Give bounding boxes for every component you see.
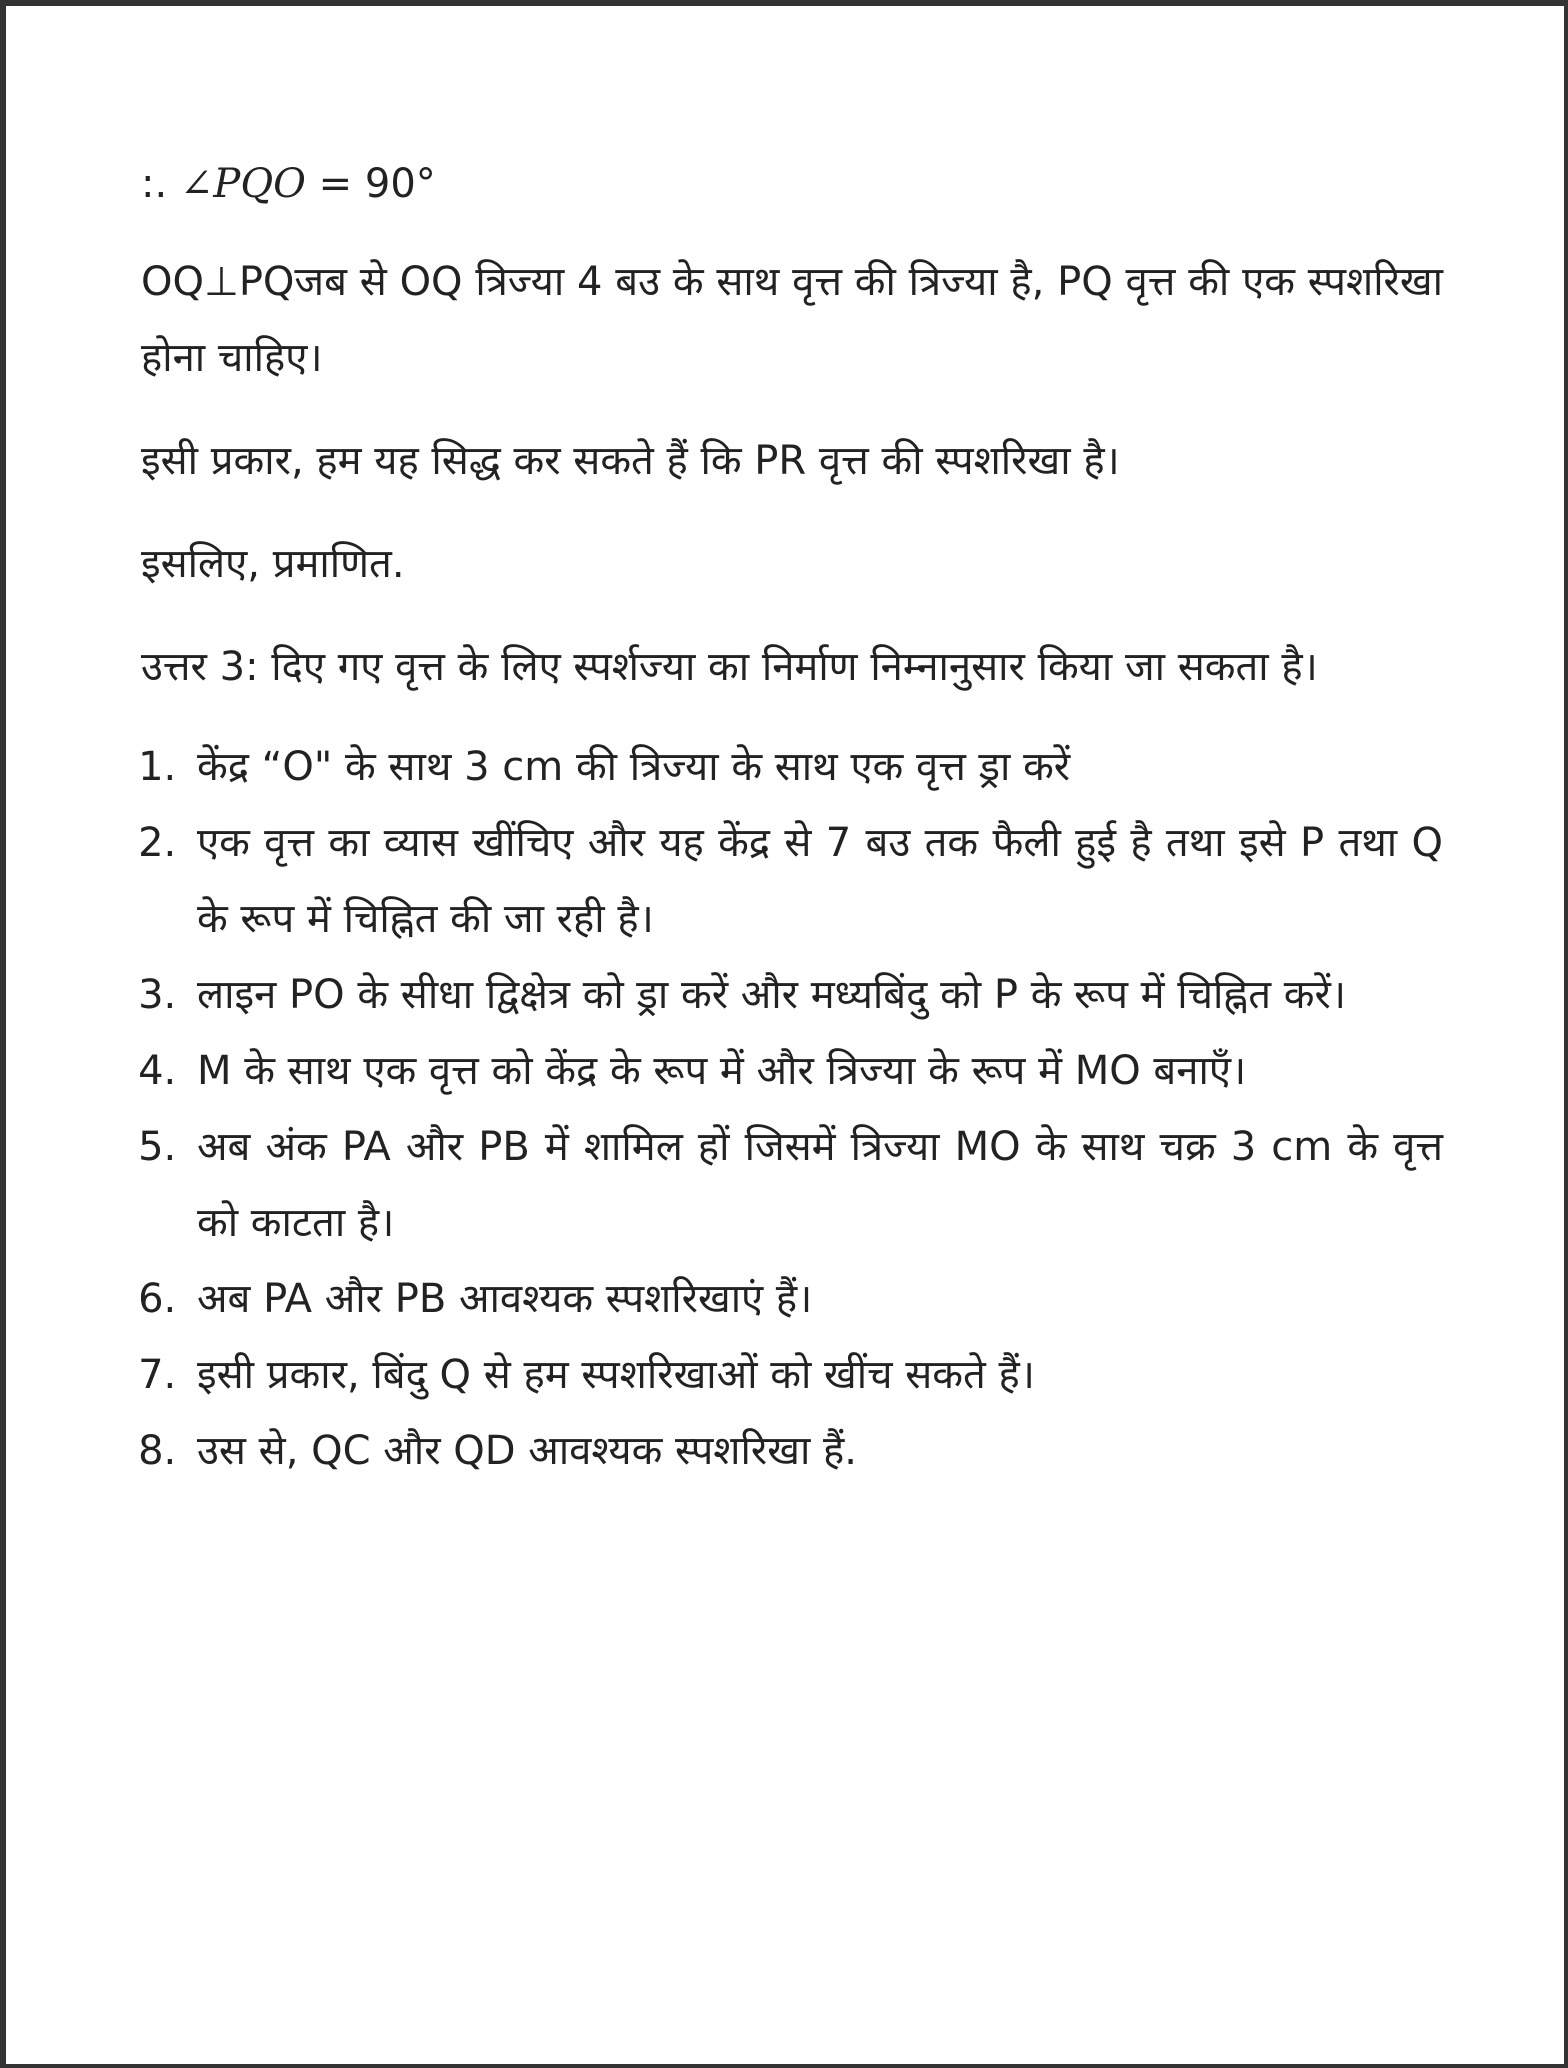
paragraph-tangent-pq: OQ⊥PQजब से OQ त्रिज्या 4 बउ के साथ वृत्त की त्रिज्या है, PQ वृत्त की एक स्पशरिखा होना चाहिए। [141,259,1443,381]
therefore-symbol: :. [141,161,180,207]
step-item: 1. केंद्र “O" के साथ 3 cm की त्रिज्या के साथ एक वृत्त ड्रा करें [189,729,1443,805]
step-item: 2. एक वृत्त का व्यास खींचिए और यह केंद्र से 7 बउ तक फैली हुई है तथा इसे P तथा Q के रूप में चिह्नित की जा रही है। [189,805,1443,957]
construction-steps [141,729,1443,1489]
step-item: 7. इसी प्रकार, बिंदु Q से हम स्पशरिखाओं को खींच सकते हैं। [189,1337,1443,1413]
step-item: 4. M के साथ एक वृत्त को केंद्र के रूप में और त्रिज्या के रूप में MO बनाएँ। [189,1033,1443,1109]
paragraph-answer-3: उत्तर 3: दिए गए वृत्त के लिए स्पर्शज्या का निर्माण निम्नानुसार किया जा सकता है। [141,644,1318,690]
paragraph-proved: इसलिए, प्रमाणित. [141,541,405,587]
angle-expression: ∠PQO [179,161,306,207]
paragraph-tangent-pr: इसी प्रकार, हम यह सिद्ध कर सकते हैं कि PR वृत्त की स्पशरिखा है। [141,438,1120,484]
step-item: 5. अब अंक PA और PB में शामिल हों जिसमें त्रिज्या MO के साथ चक्र 3 cm के वृत्त को काटता है। [189,1109,1443,1261]
step-item: 6. अब PA और PB आवश्यक स्पशरिखाएं हैं। [189,1261,1443,1337]
document-body [141,146,1443,1489]
step-item: 3. लाइन PO के सीधा द्विक्षेत्र को ड्रा करें और मध्यबिंदु को P के रूप में चिह्नित करें। [189,957,1443,1033]
step-item: 8. उस से, QC और QD आवश्यक स्पशरिखा हैं. [189,1413,1443,1489]
angle-value: = 90° [305,161,436,207]
angle-statement [141,146,1443,222]
